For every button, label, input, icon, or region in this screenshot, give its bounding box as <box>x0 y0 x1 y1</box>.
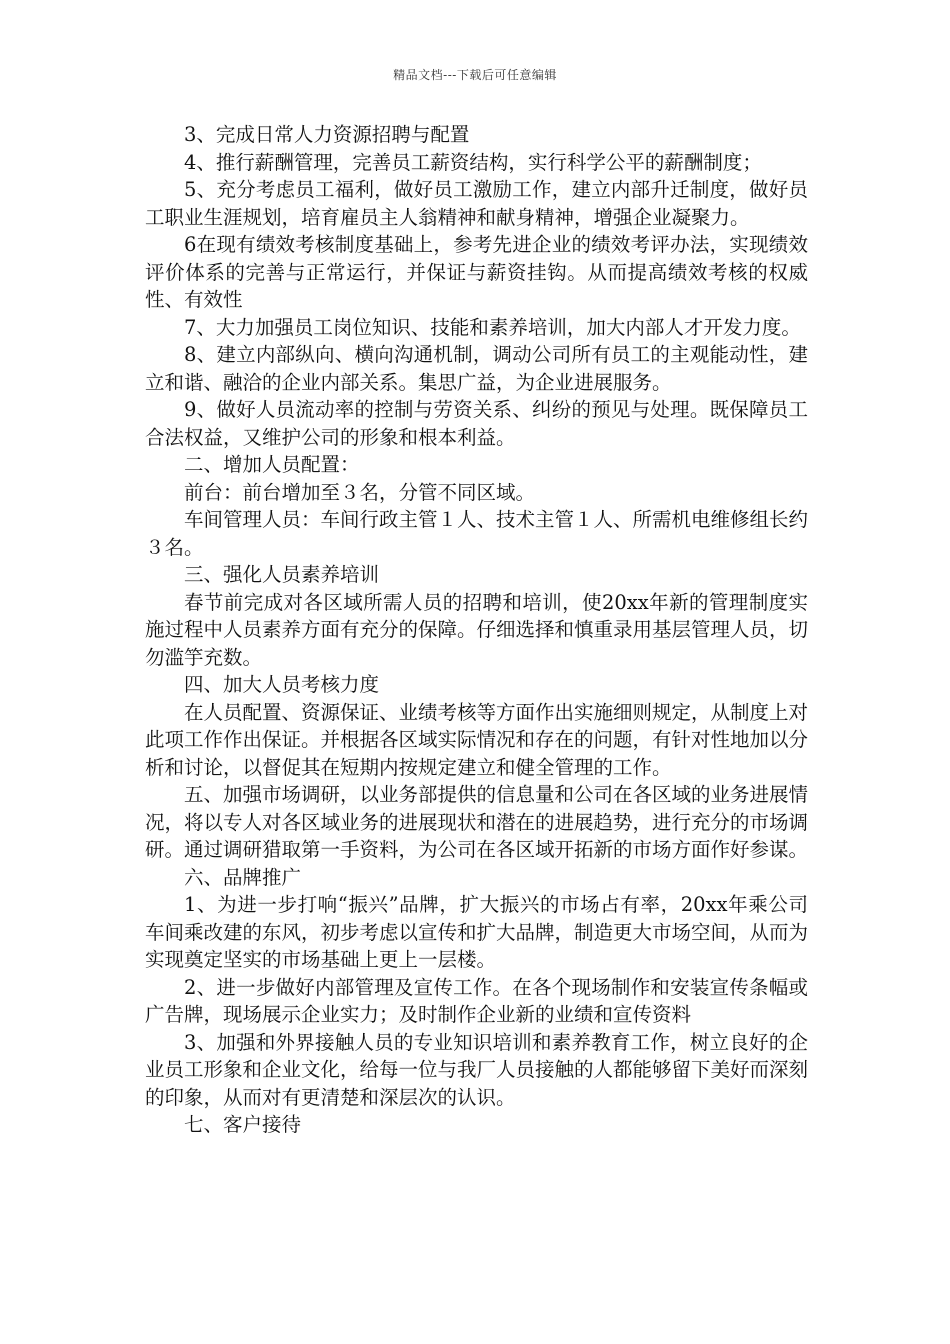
section-heading-4: 四、加大人员考核力度 <box>184 673 380 696</box>
paragraph-assessment: 在人员配置、资源保证、业绩考核等方面作出实施细则规定，从制度上对此项工作作出保证。并根据各区域实际情况和存在的问题，有针对性地加以分析和讨论，以督促其在短期内按规定建立和健全管理的工作。 <box>145 700 809 779</box>
paragraph-brand-2: 2、进一步做好内部管理及宣传工作。在各个现场制作和安装宣传条幅或广告牌，现场展示企业实力；及时制作企业新的业绩和宣传资料 <box>145 975 808 1026</box>
document-body <box>145 121 808 1139</box>
paragraph-item-3: 3、完成日常人力资源招聘与配置 <box>184 123 470 146</box>
paragraph-brand-3: 3、加强和外界接触人员的专业知识培训和素养教育工作，树立良好的企业员工形象和企业文化，给每一位与我厂人员接触的人都能够留下美好而深刻的印象，从而对有更清楚和深层次的认识。 <box>145 1030 809 1109</box>
paragraph-item-9: 9、做好人员流动率的控制与劳资关系、纠纷的预见与处理。既保障员工合法权益，又维护公司的形象和根本利益。 <box>145 398 808 449</box>
section-heading-3: 三、强化人员素养培训 <box>184 563 380 586</box>
section-heading-2: 二、增加人员配置： <box>184 453 360 476</box>
paragraph-item-7: 7、大力加强员工岗位知识、技能和素养培训，加大内部人才开发力度。 <box>184 315 801 339</box>
section-heading-6: 六、品牌推广 <box>184 865 302 889</box>
paragraph-item-4: 4、推行薪酬管理，完善员工薪资结构，实行科学公平的薪酬制度； <box>184 150 762 174</box>
paragraph-training: 春节前完成对各区域所需人员的招聘和培训，使20xx年新的管理制度实施过程中人员素养方面有充分的保障。仔细选择和慎重录用基层管理人员，切勿滥竽充数。 <box>145 590 809 669</box>
paragraph-item-6: 6在现有绩效考核制度基础上，参考先进企业的绩效考评办法，实现绩效评价体系的完善与正常运行，并保证与薪资挂钩。从而提高绩效考核的权威性、有效性 <box>145 233 808 311</box>
paragraph-workshop-staff: 车间管理人员：车间行政主管１人、技术主管１人、所需机电维修组长约３名。 <box>145 508 809 559</box>
paragraph-item-5: 5、充分考虑员工福利，做好员工激励工作，建立内部升迁制度，做好员工职业生涯规划，培育雇员主人翁精神和献身精神，增强企业凝聚力。 <box>145 178 808 229</box>
paragraph-item-8: 8、建立内部纵向、横向沟通机制，调动公司所有员工的主观能动性，建立和谐、融洽的企业内部关系。集思广益，为企业进展服务。 <box>145 343 808 394</box>
section-heading-7: 七、客户接待 <box>184 1113 302 1136</box>
section-heading-5-market-research: 五、加强市场调研，以业务部提供的信息量和公司在各区域的业务进展情况，将以专人对各区域业务的进展现状和潜在的进展趋势，进行充分的市场调研。通过调研猎取第一手资料，为公司在各区域开拓新的市场方面作好参谋。 <box>145 783 809 861</box>
paragraph-brand-1: 1、为进一步打响“振兴”品牌，扩大振兴的市场占有率，20xx年乘公司车间乘改建的东风，初步考虑以宣传和扩大品牌，制造更大市场空间，从而为实现奠定坚实的市场基础上更上一层楼。 <box>145 893 809 971</box>
page-header: 精品文档---下载后可任意编辑 <box>393 68 557 82</box>
paragraph-front-desk: 前台：前台增加至３名，分管不同区域。 <box>184 480 536 504</box>
